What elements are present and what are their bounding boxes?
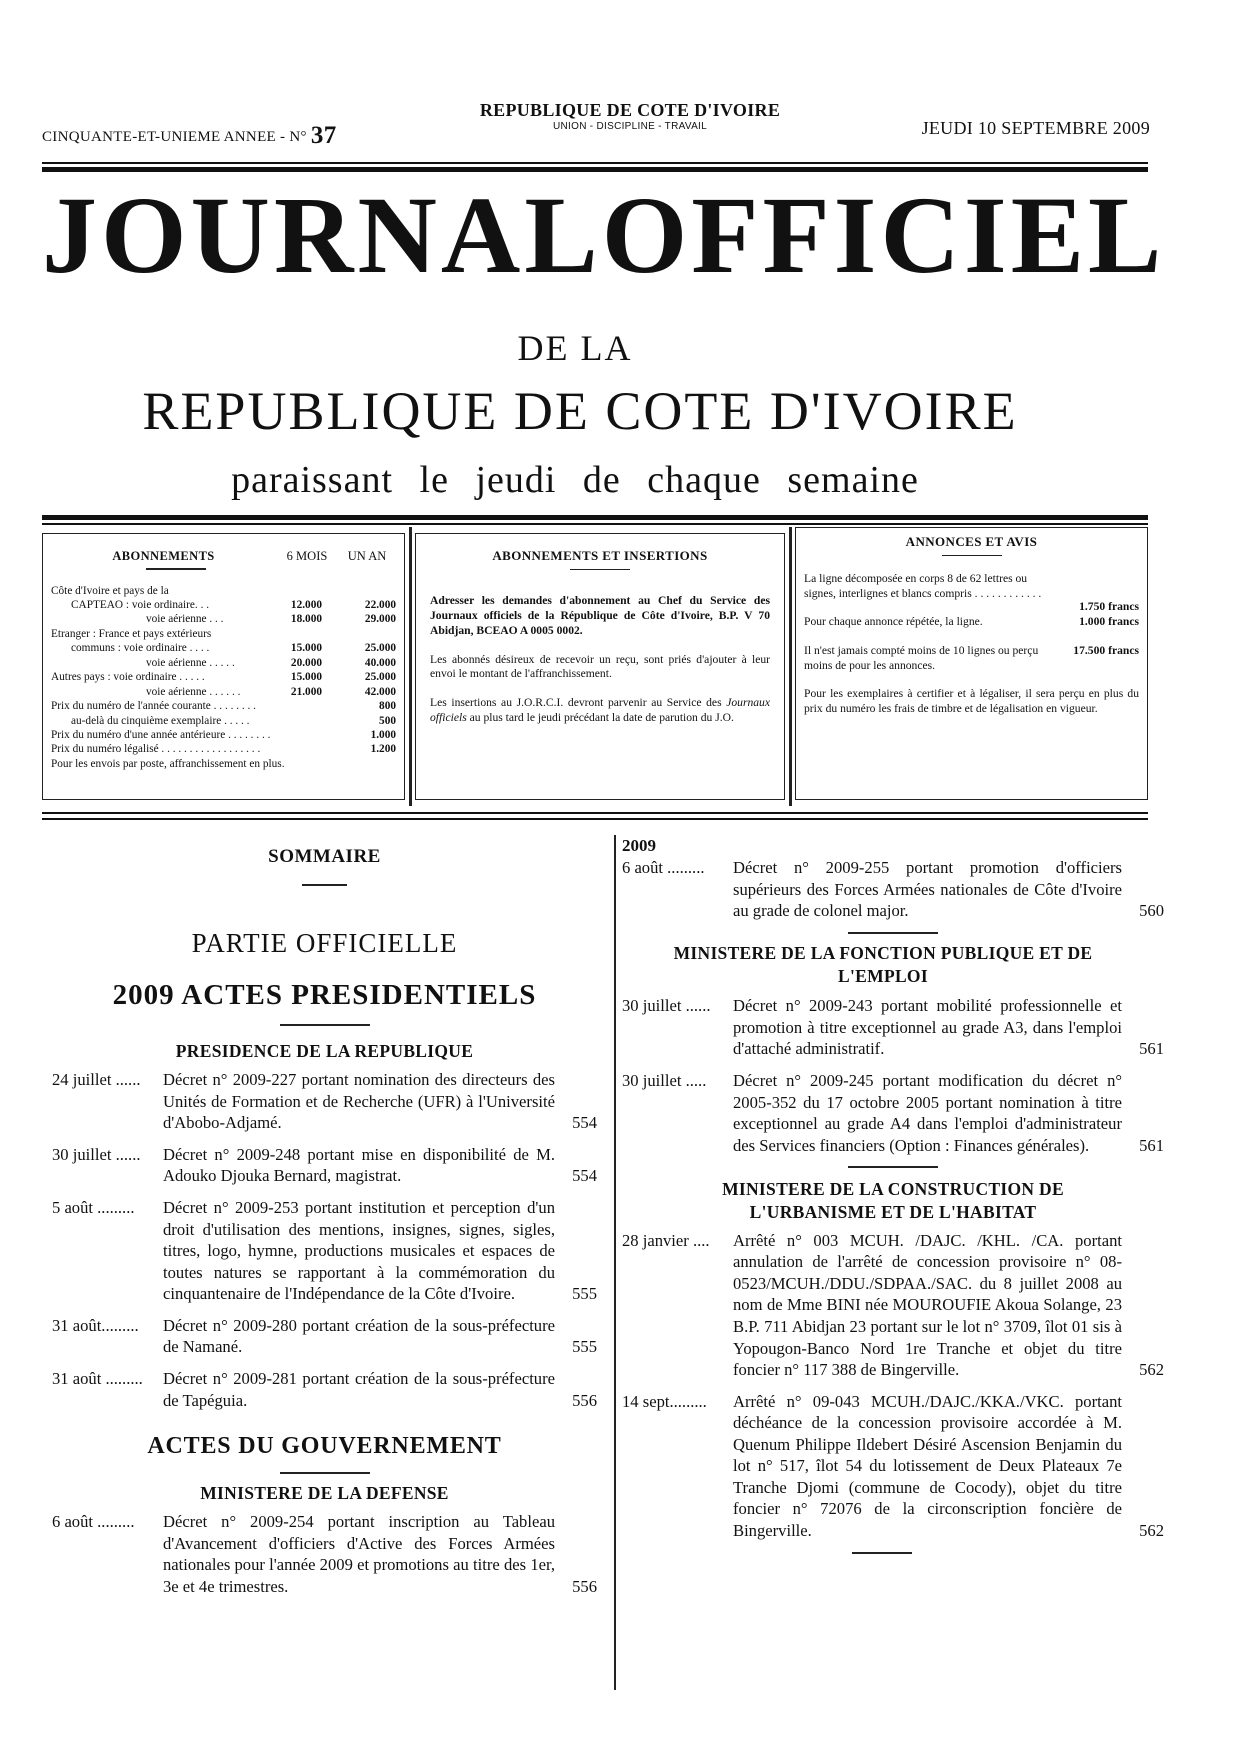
entry-date: 6 août ......... bbox=[622, 858, 705, 878]
entry-text: Décret n° 2009-253 portant institution et perception d'un droit d'utilisation des mentions, insignes, signes, sigles, titres, logo, hymne, productions musicales et espaces de toutes natures se rapportant à la commémoration du cinquantenaire de l'Indépendance de la Côte d'Ivoire. bbox=[163, 1198, 555, 1304]
edition-info bbox=[42, 122, 337, 150]
defense-ministry-heading: MINISTERE DE LA DEFENSE bbox=[200, 1483, 449, 1504]
entry-page: 555 bbox=[572, 1337, 597, 1357]
construction-heading: MINISTERE DE LA CONSTRUCTION DE L'URBANISME ET DE L'HABITAT bbox=[722, 1179, 1064, 1222]
summary-title: SOMMAIRE bbox=[268, 846, 381, 867]
announcements-box bbox=[795, 527, 1148, 800]
actes-gouvernement-heading: ACTES DU GOUVERNEMENT bbox=[147, 1433, 502, 1460]
entry-date: 30 juillet ..... bbox=[622, 1070, 707, 1090]
entry-page: 562 bbox=[1139, 1521, 1164, 1541]
journal-title-word: OFFICIEL bbox=[601, 174, 1166, 296]
entry-text: Décret n° 2009-227 portant nomination des directeurs des Unités de Formation et de Recherche (UFR) à l'Université d'Abobo-Adjamé. bbox=[163, 1070, 555, 1133]
col-6-mois: 6 MOIS bbox=[286, 549, 328, 563]
partie-officielle-heading: PARTIE OFFICIELLE bbox=[191, 927, 458, 958]
entry-date: 31 août......... bbox=[52, 1315, 139, 1335]
subscriptions-table bbox=[51, 584, 396, 772]
subscription-label: Autres pays : voie ordinaire . . . . . bbox=[51, 671, 205, 684]
summary-entry bbox=[52, 1511, 597, 1597]
entry-date: 14 sept......... bbox=[622, 1391, 707, 1411]
entry-text: Décret n° 2009-281 portant création de la sous-préfecture de Tapéguia. bbox=[163, 1368, 555, 1410]
subscription-row bbox=[51, 584, 396, 598]
subscription-row bbox=[51, 728, 396, 742]
subscription-row bbox=[51, 670, 396, 684]
column-divider bbox=[614, 835, 616, 1690]
price-6-mois: 18.000 bbox=[290, 613, 322, 626]
divider bbox=[42, 162, 1148, 164]
subscription-label: voie aérienne . . . bbox=[146, 613, 224, 626]
price-un-an: 40.000 bbox=[364, 656, 396, 669]
subscription-label: communs : voie ordinaire . . . . bbox=[71, 642, 210, 655]
announcement-rate-row: Pour chaque annonce répétée, la ligne. 1.000 francs bbox=[804, 614, 1139, 628]
heading-rule bbox=[280, 1024, 370, 1026]
subscription-label: CAPTEAO : voie ordinaire. . . bbox=[71, 598, 210, 611]
price-un-an: 1.200 bbox=[370, 743, 396, 756]
entry-page: 560 bbox=[1139, 901, 1164, 921]
entry-text: Décret n° 2009-255 portant promotion d'officiers supérieurs des Forces Armées nationales de Côte d'Ivoire au grade de colonel major. bbox=[733, 858, 1122, 921]
price-un-an: 42.000 bbox=[364, 685, 396, 698]
subs-inserts-title: ABONNEMENTS ET INSERTIONS bbox=[492, 548, 708, 563]
subscription-label: Prix du numéro d'une année antérieure . . . . . . . . bbox=[51, 729, 271, 742]
price-6-mois bbox=[254, 627, 322, 641]
price-un-an: 22.000 bbox=[364, 598, 396, 611]
summary-left-column bbox=[52, 845, 597, 1607]
price-6-mois bbox=[285, 757, 338, 771]
price-6-mois: 15.000 bbox=[290, 642, 322, 655]
subscriptions-box bbox=[42, 533, 405, 800]
entry-page: 562 bbox=[1139, 1360, 1164, 1380]
title-underline bbox=[942, 555, 1002, 557]
subscription-label: Côte d'Ivoire et pays de la bbox=[51, 584, 169, 597]
price-6-mois bbox=[270, 728, 330, 742]
subscription-row bbox=[51, 656, 396, 670]
subscription-row bbox=[51, 612, 396, 626]
entry-page: 561 bbox=[1139, 1135, 1164, 1155]
subscription-label: Prix du numéro légalisé . . . . . . . . . . . . . . . . . . bbox=[51, 743, 261, 756]
entry-page: 561 bbox=[1139, 1039, 1164, 1059]
price-6-mois: 20.000 bbox=[290, 656, 322, 669]
heading-rule bbox=[280, 1472, 370, 1474]
section-rule bbox=[848, 1166, 938, 1168]
subscription-label: voie aérienne . . . . . . bbox=[146, 685, 241, 698]
summary-entry bbox=[622, 995, 1164, 1060]
entry-page: 556 bbox=[572, 1390, 597, 1410]
entry-text: Arrêté n° 003 MCUH. /DAJC. /KHL. /CA. portant annulation de l'arrêté de concession provisoire n° 08-0523/MCUH./DDU./SDPAA./SAC. du 8 juillet 2008 au nom de Mme BINI née MOUROUFIE Akoua Solange, 23 B.P. 711 Abidjan 23 portant sur le lot n° 3709, îlot 01 sis à Yopougon-Banco Nord 1re Tranche et objet du titre foncier n° 117 388 de Bingerville. bbox=[733, 1230, 1122, 1380]
subs-inserts-box bbox=[415, 533, 785, 800]
divider bbox=[42, 515, 1148, 520]
republic-name: REPUBLIQUE DE COTE D'IVOIRE bbox=[479, 100, 781, 120]
fonction-publique-acts-list bbox=[622, 995, 1164, 1156]
journal-title-word: JOURNAL bbox=[42, 174, 602, 296]
summary-entry bbox=[622, 857, 1164, 922]
summary-right-column bbox=[622, 835, 1164, 1562]
price-6-mois: 21.000 bbox=[290, 685, 322, 698]
defense-acts-list-continued bbox=[622, 857, 1164, 922]
announcements-title: ANNONCES ET AVIS bbox=[905, 534, 1038, 549]
presidential-acts-list bbox=[52, 1069, 597, 1411]
entry-text: Décret n° 2009-243 portant mobilité professionnelle et promotion à titre exceptionnel au grade A3, dans l'emploi d'attaché administratif. bbox=[733, 996, 1122, 1059]
price-un-an: 25.000 bbox=[364, 671, 396, 684]
price-6-mois bbox=[260, 742, 325, 756]
price-un-an: 500 bbox=[379, 714, 396, 727]
price-un-an: 1.000 bbox=[370, 729, 396, 742]
price-un-an: 800 bbox=[379, 700, 396, 713]
subscription-row bbox=[51, 714, 396, 728]
summary-entry bbox=[622, 1230, 1164, 1381]
price-un-an bbox=[322, 584, 396, 598]
subscription-label: Pour les envois par poste, affranchissement en plus. bbox=[51, 757, 285, 770]
entry-date: 30 juillet ...... bbox=[52, 1144, 141, 1164]
subscriptions-header bbox=[51, 548, 396, 564]
masthead-republic: REPUBLIQUE DE COTE D'IVOIRE bbox=[142, 381, 1018, 441]
entry-date: 5 août ......... bbox=[52, 1198, 135, 1218]
entry-page: 554 bbox=[572, 1113, 597, 1133]
summary-entry bbox=[622, 1391, 1164, 1542]
entry-date: 6 août ......... bbox=[52, 1512, 135, 1532]
divider bbox=[42, 167, 1148, 172]
price-un-an: 29.000 bbox=[364, 613, 396, 626]
box-separator bbox=[789, 527, 792, 806]
presidence-heading: PRESIDENCE DE LA REPUBLIQUE bbox=[175, 1041, 474, 1062]
subscriptions-title: ABONNEMENTS bbox=[112, 549, 215, 563]
box-separator bbox=[409, 527, 412, 806]
price-un-an bbox=[338, 757, 396, 771]
subscription-address: Adresser les demandes d'abonnement au Chef du Service des Journaux officiels de la République de Côte d'Ivoire, B.P. V 70 Abidjan, BCEAO A 0005 0002. bbox=[430, 594, 770, 637]
journal-title bbox=[42, 174, 1166, 296]
title-underline bbox=[570, 569, 630, 571]
entry-date: 24 juillet ...... bbox=[52, 1070, 141, 1090]
subscription-label: Prix du numéro de l'année courante . . . . . . . . bbox=[51, 700, 257, 713]
entry-date: 31 août ......... bbox=[52, 1368, 143, 1388]
section-rule bbox=[852, 1552, 912, 1554]
entry-date: 28 janvier .... bbox=[622, 1230, 710, 1250]
price-6-mois bbox=[254, 714, 322, 728]
masthead-subtitle: paraissant le jeudi de chaque semaine bbox=[231, 459, 919, 501]
subscription-label: au-delà du cinquième exemplaire . . . . . bbox=[71, 714, 250, 727]
summary-entry bbox=[52, 1197, 597, 1305]
summary-entry bbox=[52, 1315, 597, 1358]
entry-text: Décret n° 2009-280 portant création de la sous-préfecture de Namané. bbox=[163, 1315, 555, 1357]
subscription-label: voie aérienne . . . . . bbox=[146, 656, 235, 669]
receipt-note: Les abonnés désireux de recevoir un reçu, sont priés d'ajouter à leur envoi le montant de l'affranchissement. bbox=[430, 652, 770, 681]
price-un-an: 25.000 bbox=[364, 642, 396, 655]
subscription-row bbox=[51, 641, 396, 655]
entry-page: 556 bbox=[572, 1576, 597, 1596]
divider bbox=[42, 523, 1148, 525]
masthead-de-la: DE LA bbox=[517, 328, 633, 368]
summary-entry bbox=[52, 1069, 597, 1134]
construction-acts-list bbox=[622, 1230, 1164, 1542]
entry-text: Décret n° 2009-254 portant inscription au Tableau d'Avancement d'officiers d'Active des Forces Armées nationales pour l'année 2009 et promotions au titre des 1er, 3e et 4e trimestres. bbox=[163, 1512, 555, 1596]
republic-header bbox=[455, 100, 805, 132]
price-6-mois bbox=[254, 584, 322, 598]
announcement-rate-row: La ligne décomposée en corps 8 de 62 lettres ou signes, interlignes et blancs compris . . . . . . . . . . . . 1.750 francs bbox=[804, 572, 1139, 614]
entry-text: Arrêté n° 09-043 MCUH./DAJC./KKA./VKC. portant déchéance de la concession provisoire accordée à M. Quenum Philippe Ildebert Désiré Ascension Benjamin du lot n° 517, îlot 54 du lotissement de Deux Plateaux 7e Tranche Djomi (commune de Cocody), objet du titre foncier n° 72076 de la circonscription foncière de Bingerville. bbox=[733, 1391, 1122, 1541]
subscription-row bbox=[51, 699, 396, 713]
col-un-an: UN AN bbox=[347, 549, 387, 563]
subscription-label: Etranger : France et pays extérieurs bbox=[51, 627, 212, 640]
subscription-row bbox=[51, 742, 396, 756]
price-un-an bbox=[322, 627, 396, 641]
summary-entry bbox=[52, 1368, 597, 1411]
divider bbox=[42, 812, 1148, 814]
announcement-rate-row: Il n'est jamais compté moins de 10 lignes ou perçu moins de pour les annonces. 17.500 francs bbox=[804, 643, 1139, 672]
title-underline bbox=[302, 884, 347, 886]
fonction-publique-heading: MINISTERE DE LA FONCTION PUBLIQUE ET DE L'EMPLOI bbox=[673, 942, 1093, 986]
subscription-row bbox=[51, 685, 396, 699]
insertions-note: Les insertions au J.O.R.C.I. devront parvenir au Service des Journaux officiels au plus tard le jeudi précédant la date de parution du J.O. bbox=[430, 696, 770, 725]
subscription-row bbox=[51, 598, 396, 612]
subscription-row bbox=[51, 757, 396, 771]
entry-date: 30 juillet ...... bbox=[622, 996, 711, 1016]
summary-entry bbox=[622, 1070, 1164, 1156]
year-label: 2009 bbox=[622, 836, 656, 855]
publication-date: JEUDI 10 SEPTEMBRE 2009 bbox=[921, 118, 1150, 138]
entry-text: Décret n° 2009-248 portant mise en disponibilité de M. Adouko Djouka Bernard, magistrat. bbox=[163, 1144, 555, 1186]
entry-page: 554 bbox=[572, 1166, 597, 1186]
issue-number: 37 bbox=[310, 122, 337, 149]
price-6-mois bbox=[256, 699, 323, 713]
title-underline bbox=[146, 568, 206, 570]
entry-page: 555 bbox=[572, 1284, 597, 1304]
price-6-mois: 12.000 bbox=[290, 598, 322, 611]
divider bbox=[42, 818, 1148, 820]
legalisation-note: Pour les exemplaires à certifier et à légaliser, il sera perçu en plus du prix du numéro les frais de timbre et de légalisation en vigueur. bbox=[804, 687, 1139, 716]
national-motto: UNION - DISCIPLINE - TRAVAIL bbox=[553, 121, 707, 132]
edition-label: CINQUANTE-ET-UNIEME ANNEE - N° bbox=[42, 129, 307, 145]
price-6-mois: 15.000 bbox=[290, 671, 322, 684]
defense-acts-list bbox=[52, 1511, 597, 1597]
actes-presidentiels-heading: 2009 ACTES PRESIDENTIELS bbox=[112, 978, 537, 1011]
subscription-row bbox=[51, 627, 396, 641]
entry-text: Décret n° 2009-245 portant modification du décret n° 2005-352 du 17 octobre 2005 portant nomination à titre exceptionnel au grade A4 dans l'emploi d'administrateur des Services financiers (Option : Finances générales). bbox=[733, 1070, 1122, 1155]
section-rule bbox=[848, 932, 938, 934]
summary-entry bbox=[52, 1144, 597, 1187]
